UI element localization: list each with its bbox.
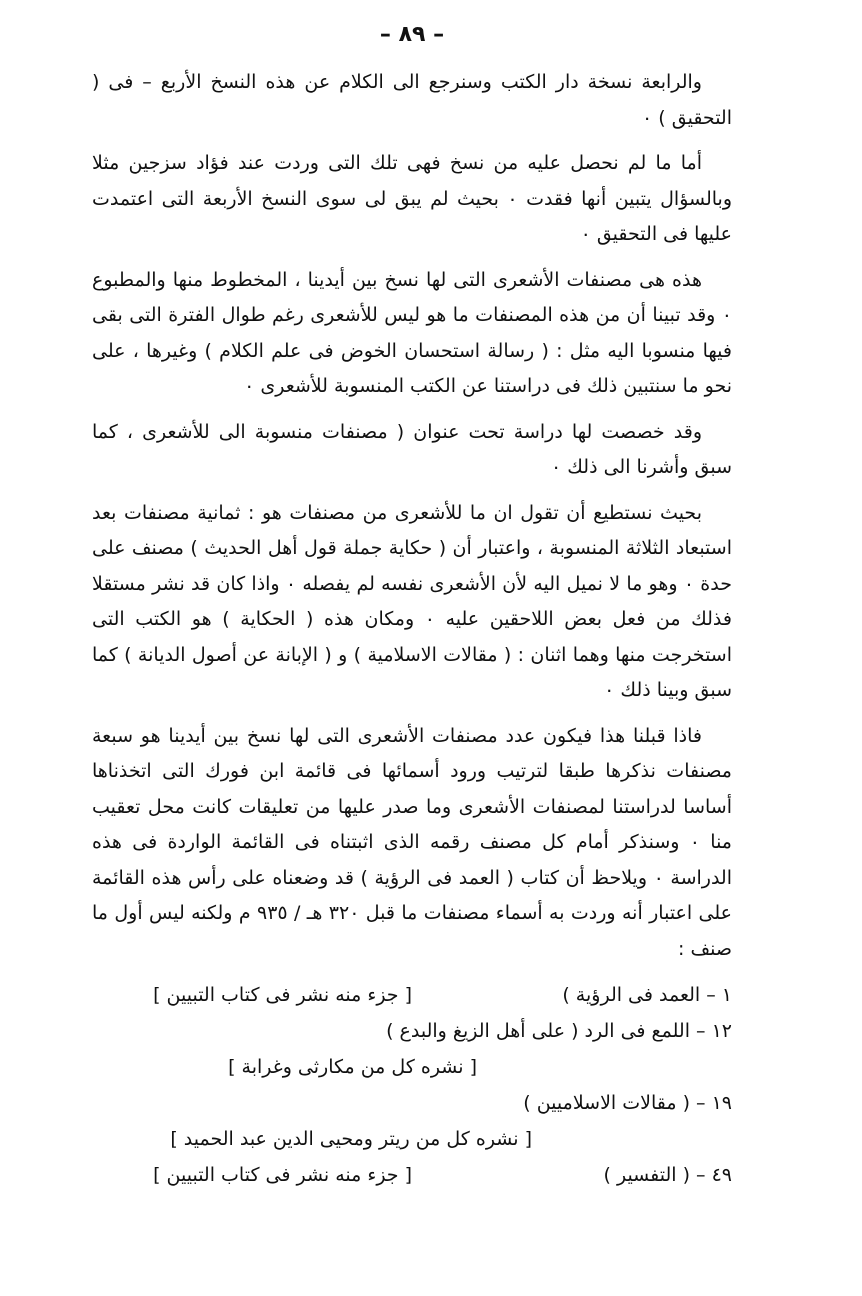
document-page [92,22,732,1272]
list-item-note: [ جزء منه نشر فى كتاب التبيين ] [153,984,412,1006]
list-item [92,977,732,1013]
list-item [92,1013,732,1049]
paragraph-5: بحيث نستطيع أن تقول ان ما للأشعرى من مصنفات هو : ثمانية مصنفات بعد استبعاد الثلاثة المنسوبة ، واعتبار أن ( حكاية جملة قول أهل الحديث ) مصنف على حدة ٠ وهو ما لا نميل اليه لأن الأشعرى نفسه لم يفصله ٠ واذا كان قد نشر مستقلا فذلك من فعل بعض اللاحقين عليه ٠ ومكان هذه ( الحكاية ) هو الكتب التى استخرجت منها وهما اثنان : ( مقالات الاسلامية ) و ( الإبانة عن أصول الديانة ) كما سبق وبينا ذلك ٠ [92,501,732,701]
list-item-note: [ نشره كل من ريتر ومحيى الدين عبد الحميد ] [170,1128,532,1150]
list-item-note-row [92,1049,732,1085]
list-item-title: ١٩ – ( مقالات الاسلاميين ) [523,1092,732,1114]
list-item-title: ٤٩ – ( التفسير ) [603,1164,732,1186]
page-number: – ٨٩ – [379,22,445,47]
list-item-note: [ نشره كل من مكارثى وغرابة ] [228,1056,477,1078]
paragraph-2: أما ما لم نحصل عليه من نسخ فهى تلك التى وردت عند فؤاد سزجين مثلا وبالسؤال يتبين أنها فقدت ٠ بحيث لم يبق لى سوى النسخ الأربعة التى اعتمدت عليها فى التحقيق ٠ [92,152,732,245]
paragraph-1: والرابعة نسخة دار الكتب وسنرجع الى الكلام عن هذه النسخ الأربع – فى ( التحقيق ) ٠ [92,71,732,129]
list-item-note: [ جزء منه نشر فى كتاب التبيين ] [153,1164,412,1186]
list-item [92,1157,732,1193]
paragraph-4: وقد خصصت لها دراسة تحت عنوان ( مصنفات منسوبة الى للأشعرى ، كما سبق وأشرنا الى ذلك ٠ [92,420,732,478]
list-item-note-row [92,1121,732,1157]
list-item [92,1085,732,1121]
works-list [92,977,732,1193]
paragraph-6: فاذا قبلنا هذا فيكون عدد مصنفات الأشعرى التى لها نسخ بين أيدينا هو سبعة مصنفات نذكرها طبقا لترتيب ورود أسمائها فى قائمة ابن فورك التى اتخذناها أساسا لدراستنا لمصنفات الأشعرى وما صدر عليها من تعليقات كانت محل تعقيب منا ٠ وسنذكر أمام كل مصنف رقمه الذى اثبتناه فى القائمة الواردة فى هذه الدراسة ٠ ويلاحظ أن كتاب ( العمد فى الرؤية ) قد وضعناه على رأس هذه القائمة على اعتبار أنه وردت به أسماء مصنفات ما قبل ٣٢٠ هـ / ٩٣٥ م ولكنه ليس أول ما صنف : [92,724,733,960]
list-item-title: ١٢ – اللمع فى الرد ( على أهل الزيغ والبدع ) [386,1020,732,1042]
paragraph-3: هذه هى مصنفات الأشعرى التى لها نسخ بين أيدينا ، المخطوط منها والمطبوع ٠ وقد تبينا أن من هذه المصنفات ما هو ليس للأشعرى رغم طوال الفترة التى بقى فيها منسوبا اليه مثل : ( رسالة استحسان الخوض فى علم الكلام ) وغيرها ، على نحو ما سنتبين ذلك فى دراستنا عن الكتب المنسوبة للأشعرى ٠ [92,268,732,397]
list-item-title: ١ – العمد فى الرؤية ) [562,984,732,1006]
